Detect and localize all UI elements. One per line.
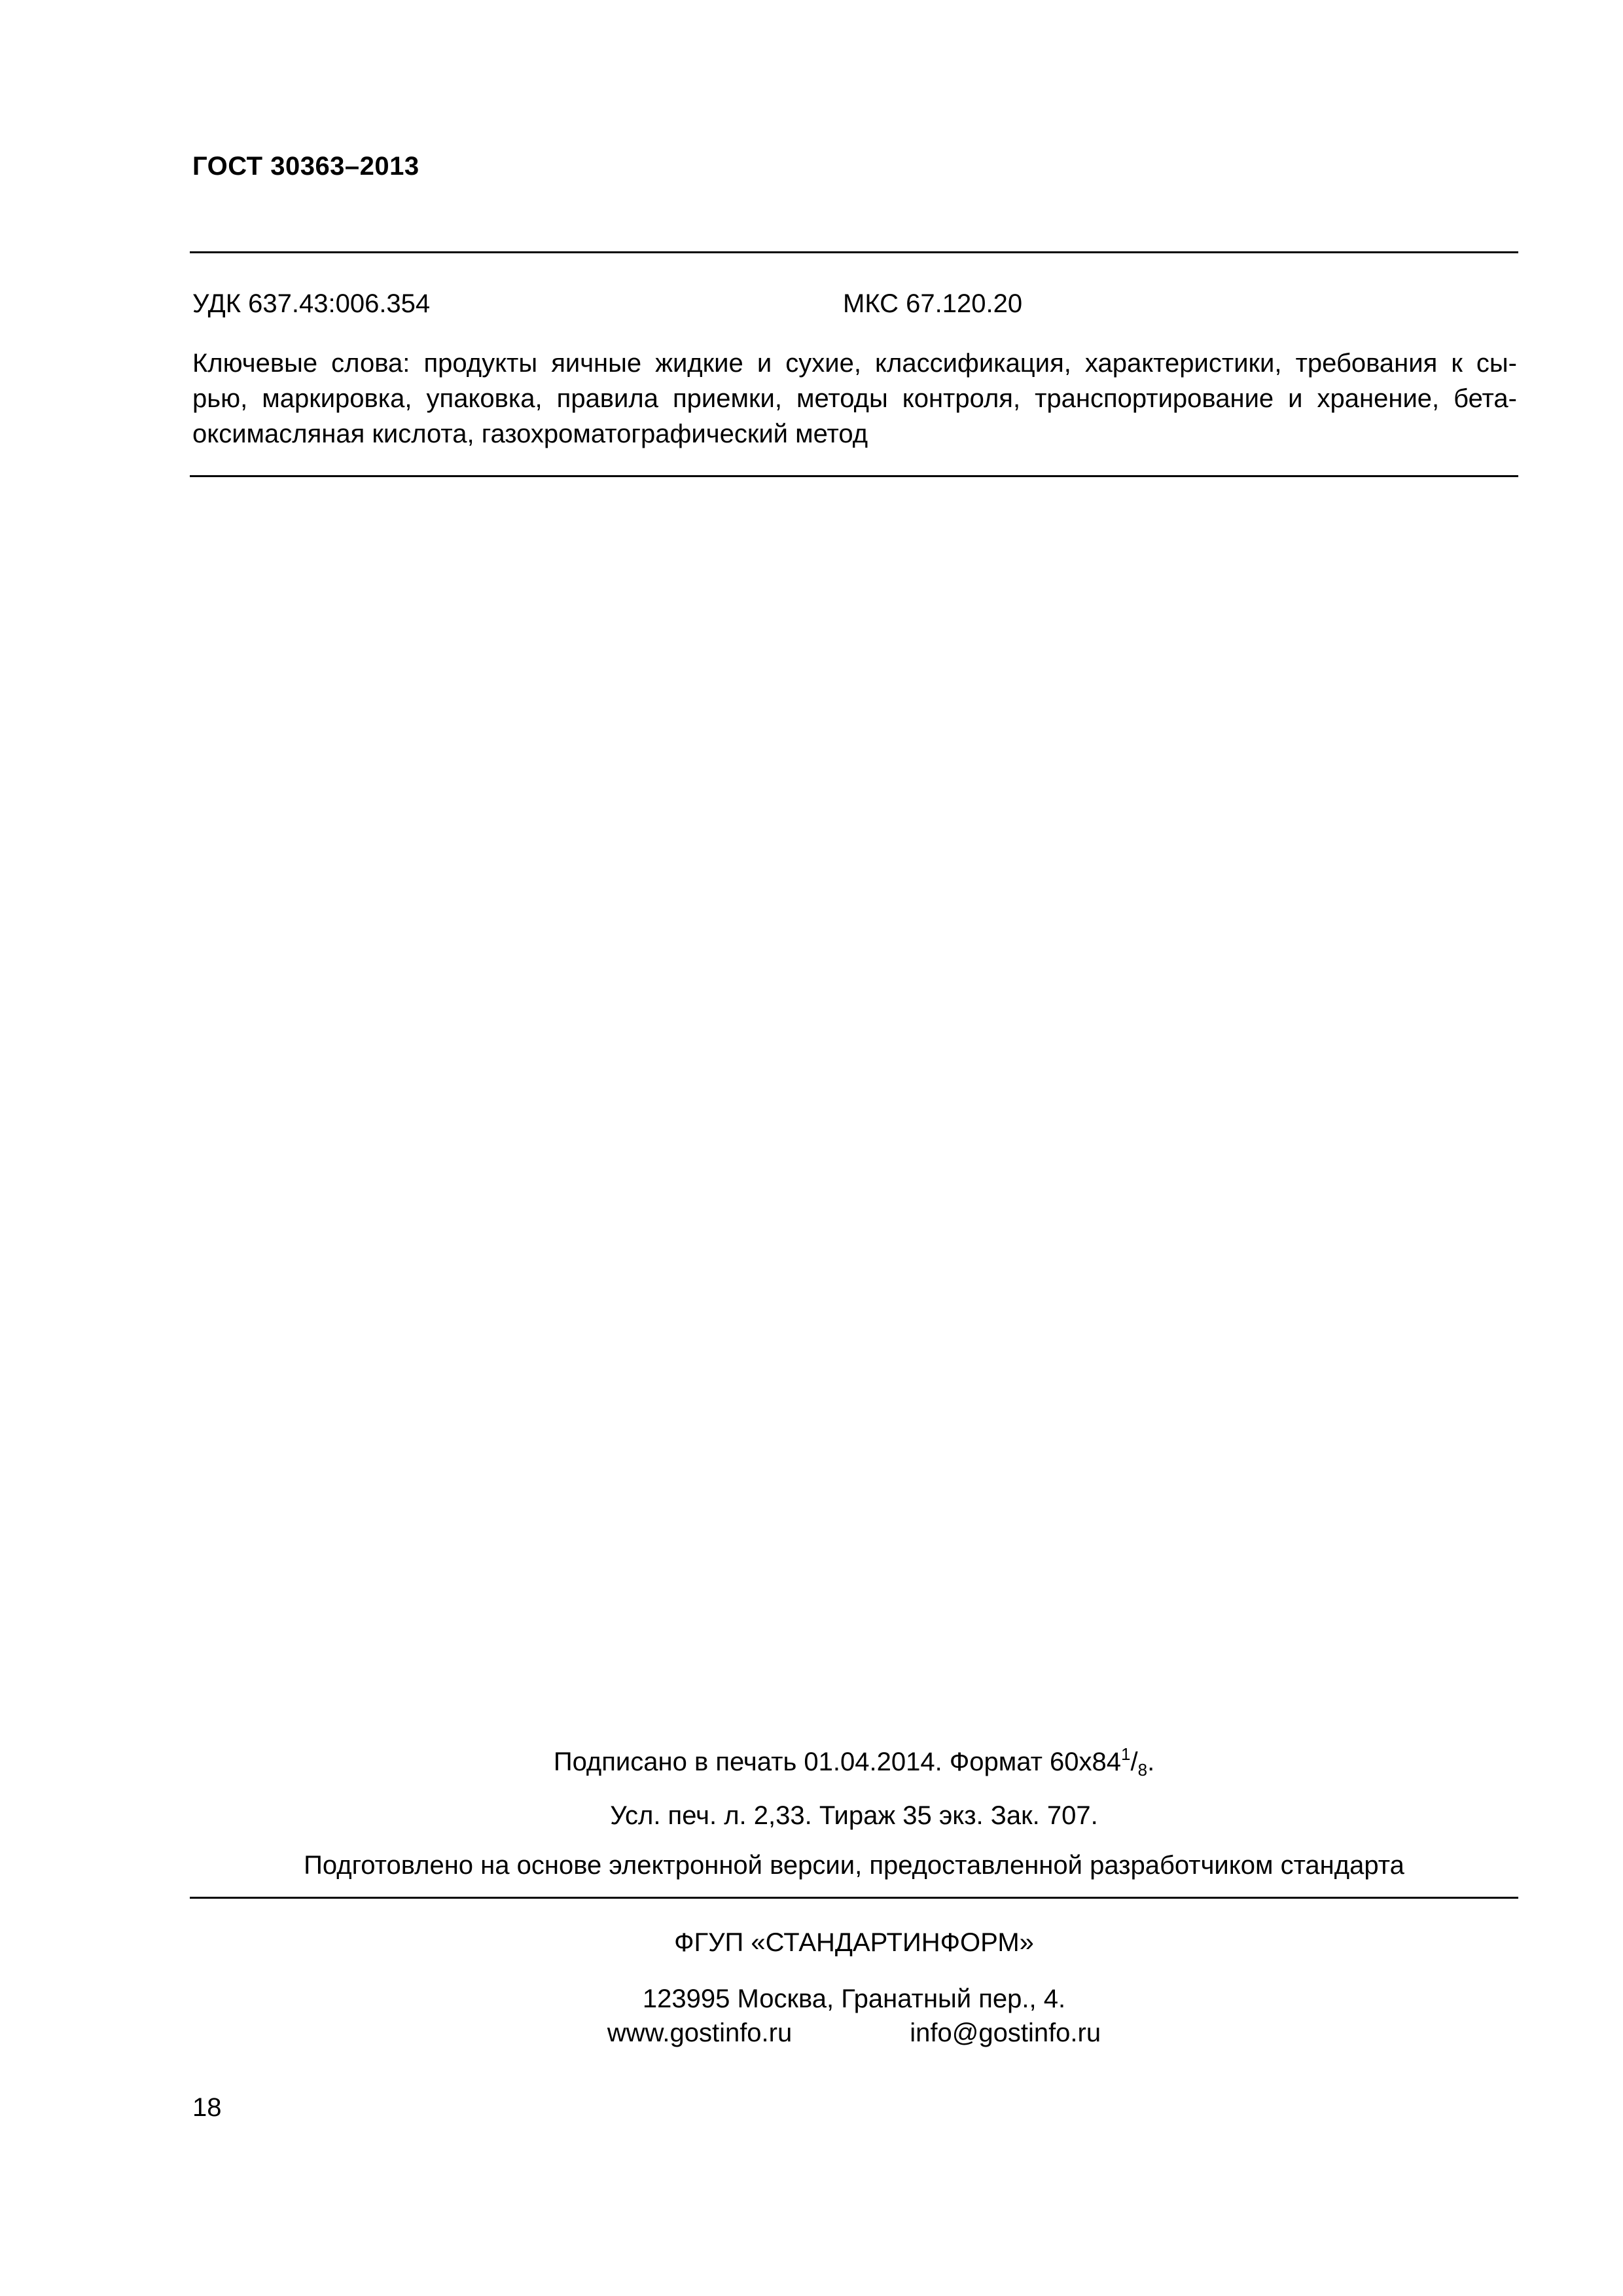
- publisher-address: 123995 Москва, Гранатный пер., 4.: [642, 1984, 1066, 2013]
- format-fraction-slash: /: [1130, 1748, 1138, 1776]
- publisher-name: ФГУП «СТАНДАРТИНФОРМ»: [674, 1928, 1034, 1957]
- document-code: ГОСТ 30363–2013: [192, 152, 419, 181]
- publisher-contacts: [190, 2018, 1518, 2048]
- signed-to-print-line: [190, 1744, 1518, 1780]
- top-divider: [190, 251, 1518, 253]
- prepared-note: Подготовлено на основе электронной версии, предоставленной разработчиком стандарта: [304, 1851, 1404, 1880]
- keywords-paragraph: [192, 346, 1517, 452]
- keywords-line: оксимасляная кислота, газохроматографический метод: [192, 420, 868, 448]
- mks-code: МКС 67.120.20: [843, 289, 1023, 318]
- keywords-line: рью, маркировка, упаковка, правила приемки, методы контроля, транспортирование и хранение, бета-: [192, 384, 1517, 413]
- print-details: Усл. печ. л. 2,33. Тираж 35 экз. Зак. 707.: [610, 1801, 1098, 1830]
- keywords-line: Ключевые слова: продукты яичные жидкие и сухие, классификация, характеристики, требования к сы-: [192, 349, 1517, 378]
- udk-code: УДК 637.43:006.354: [192, 289, 431, 318]
- signed-suffix: .: [1147, 1748, 1155, 1776]
- page-number: 18: [192, 2093, 222, 2122]
- email-link[interactable]: info@gostinfo.ru: [910, 2018, 1101, 2047]
- format-fraction-denominator: 8: [1137, 1760, 1148, 1780]
- imprint-divider: [190, 1897, 1518, 1899]
- signed-text: Подписано в печать 01.04.2014. Формат 60x84: [553, 1748, 1121, 1776]
- format-fraction-numerator: 1: [1121, 1744, 1131, 1764]
- keywords-divider: [190, 475, 1518, 477]
- website-link[interactable]: www.gostinfo.ru: [607, 2018, 793, 2047]
